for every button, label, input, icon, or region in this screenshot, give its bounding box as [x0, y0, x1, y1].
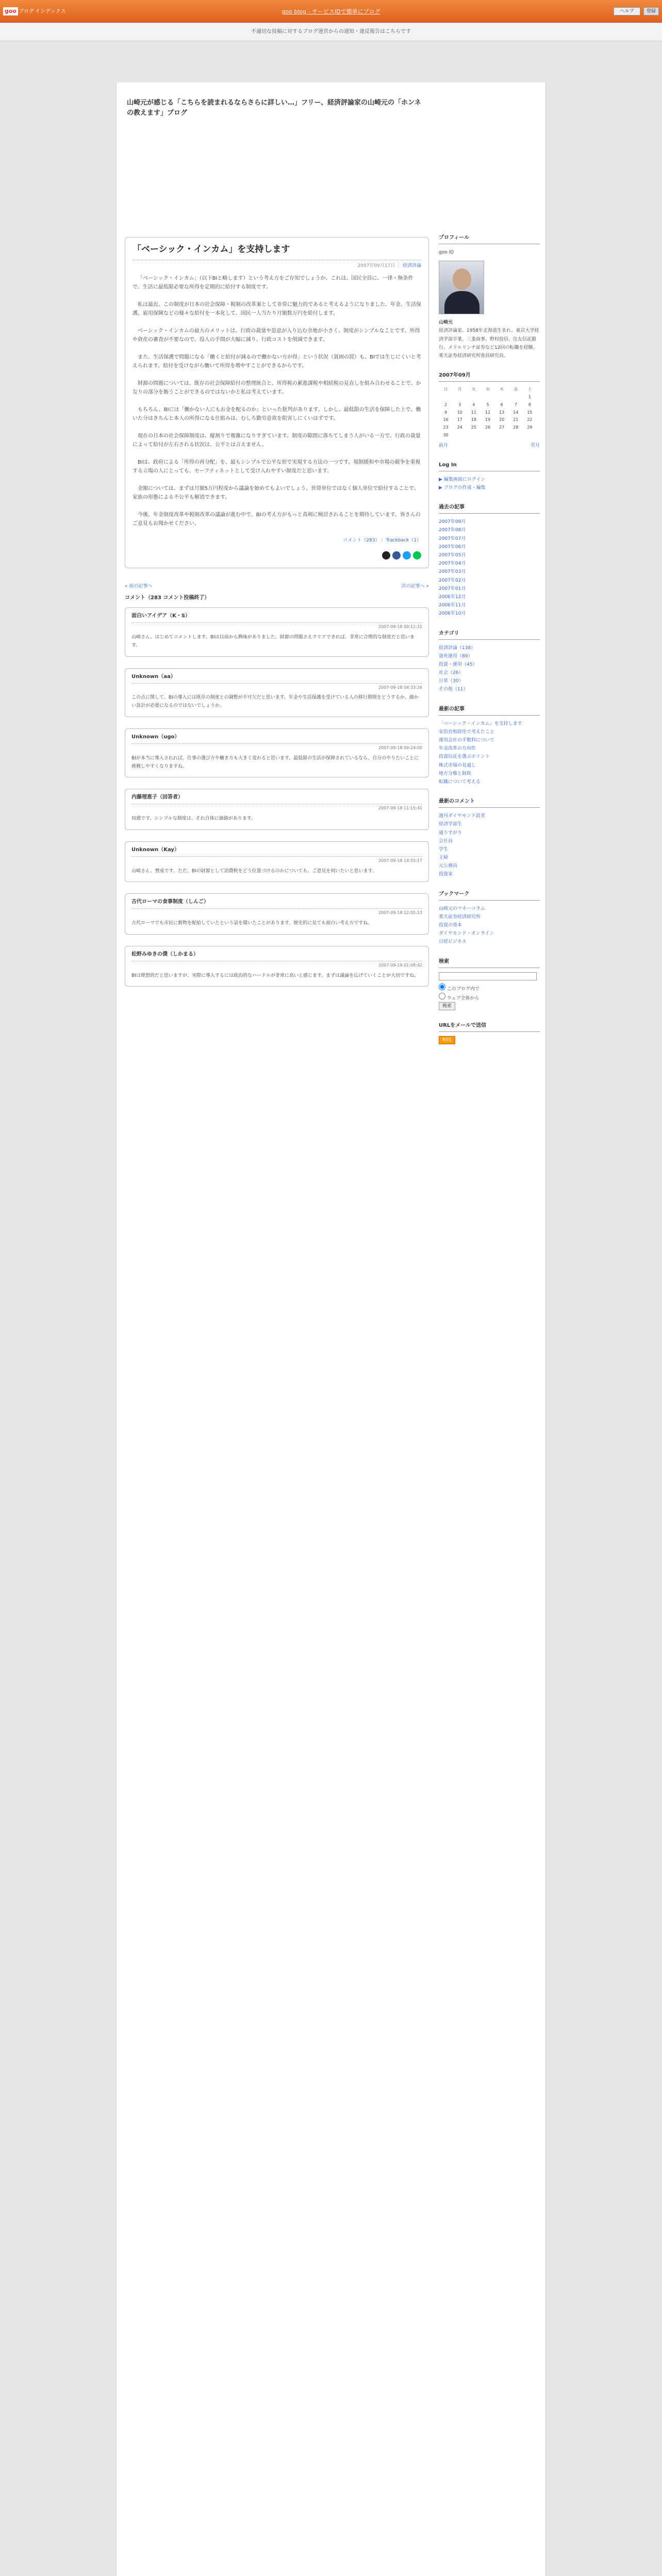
- profile-heading: プロフィール: [439, 234, 540, 244]
- search-option-web: ウェブ全体から: [446, 995, 479, 1001]
- comments-list: [125, 607, 429, 987]
- post-meta: [133, 262, 421, 269]
- archive-link[interactable]: 2006年11月: [439, 603, 466, 608]
- calendar-day[interactable]: 14: [513, 410, 519, 415]
- comment-body: この点に関して、BIの導入には既存の制度との調整が不可欠だと思います。年金や生活保護を受けている人の移行期間をどうするか、細かい設計が必要になるのではないでしょうか。: [131, 695, 419, 709]
- calendar-day[interactable]: 17: [457, 417, 462, 422]
- calendar-day[interactable]: 22: [527, 417, 533, 422]
- goo-logo[interactable]: goo: [3, 7, 18, 15]
- comment-body: 同感です。シンプルな制度は、それ自体に価値があります。: [131, 816, 256, 822]
- calendar-day: [495, 432, 509, 439]
- archive-link[interactable]: 2007年08月: [439, 528, 466, 533]
- post-paragraph: 金額については、まずは月額5万円程度から議論を始めてもよいでしょう。世帯単位ではなく個人単位で給付することで、家族の形態による不公平も解消できます。: [133, 485, 419, 501]
- bookmark-link[interactable]: 投資の基本: [439, 923, 462, 928]
- calendar-day[interactable]: 3: [458, 402, 461, 407]
- post-navigation: [125, 583, 429, 590]
- calendar-weekday: 金: [514, 387, 518, 392]
- calendar-weekday: 土: [527, 387, 532, 392]
- bookmark-link[interactable]: 日経ビジネス: [439, 939, 467, 945]
- meta-sep: ｜: [396, 263, 402, 269]
- category-link[interactable]: 資産運用（89）: [439, 653, 473, 659]
- archive-link[interactable]: 2007年02月: [439, 578, 466, 583]
- bookmarks-list: [439, 905, 540, 946]
- line-share-icon[interactable]: [413, 551, 421, 560]
- category-link[interactable]: 日常（30）: [439, 679, 464, 684]
- comment-body: BIは理想的だと思いますが、実際に導入するには政治的なハードルが非常に高いと感じます。まずは議論を広げていくことが大切ですね。: [131, 973, 419, 978]
- archive-link[interactable]: 2007年06月: [439, 544, 466, 550]
- post-date: 2007年09月17日: [357, 263, 395, 269]
- post-paragraph: もちろん、BIには「働かない人にもお金を配るのか」といった批判があります。しかし、最低限の生活を保障した上で、働いた分はきちんと本人の所得になる仕組みは、むしろ勤労意欲を阻害しにくいはずです。: [133, 406, 421, 422]
- comment-item: [125, 668, 429, 717]
- comment-title: 内藤理恵子（回答者）: [131, 793, 422, 804]
- calendar-day[interactable]: 4: [472, 402, 475, 407]
- post-paragraph: ベーシック・インカムの最大のメリットは、行政の裁量や恣意が入り込む余地が小さく、制度がシンプルなことです。所得や資産の審査が不要なので、役人の手間が大幅に減り、行政コストを削減できます。: [133, 328, 420, 343]
- profile-user[interactable]: goo ID: [439, 250, 454, 255]
- calendar-day: [509, 432, 523, 439]
- comment-body: 古代ローマでも市民に穀物を配給していたという話を聞いたことがあります。歴史的に見ても面白い考え方ですね。: [131, 921, 373, 926]
- next-post-link[interactable]: 次の記事へ »: [401, 583, 429, 589]
- calendar-day[interactable]: 25: [471, 425, 476, 430]
- recent-comment-link[interactable]: 主婦: [439, 855, 449, 861]
- comment-title: 松野みゆきの僕（しかまる）: [131, 951, 422, 961]
- calendar-day[interactable]: 11: [471, 410, 476, 415]
- post-footer-links[interactable]: コメント（283）｜ Trackback（1）: [343, 537, 421, 543]
- comment-date: 2007-09-18 09:24:00: [378, 745, 422, 750]
- share-buttons: [133, 551, 421, 560]
- calendar-day: [467, 432, 481, 439]
- rss-button[interactable]: RSS: [439, 1036, 455, 1044]
- comment-item: [125, 893, 429, 935]
- calendar-day: [523, 432, 537, 439]
- recent-comment-link[interactable]: 元公務員: [439, 863, 458, 869]
- search-option-blog: このブログ内で: [446, 986, 479, 992]
- calendar-day: [481, 432, 494, 439]
- entries-list: [439, 720, 540, 787]
- calendar-weekday: 水: [485, 387, 490, 392]
- search-blog-radio[interactable]: [439, 984, 445, 990]
- blog-post: [125, 237, 429, 568]
- calendar-day[interactable]: 24: [457, 425, 462, 430]
- bookmarks-heading: ブックマーク: [439, 890, 540, 901]
- search-input[interactable]: [439, 972, 537, 980]
- entry-link[interactable]: 「ベーシック・インカム」を支持します: [439, 721, 522, 726]
- calendar-weekday: 木: [500, 387, 504, 392]
- calendar-day: [481, 394, 494, 401]
- entry-link[interactable]: 年金改革の方向性: [439, 746, 476, 752]
- calendar-day: [439, 394, 453, 401]
- calendar: [439, 386, 537, 439]
- bookmark-share-icon[interactable]: [403, 551, 411, 560]
- comment-date: 2007-09-18 00:12:31: [378, 624, 422, 630]
- calendar-day: [453, 394, 467, 401]
- post-paragraph: 「ベーシック・インカム」（以下BIと略します）という考え方をご存知でしょうか。これは、国民全員に、一律・無条件で、生活に最低限必要な所得を定期的に給付する制度です。: [133, 275, 413, 291]
- archive-link[interactable]: 2006年12月: [439, 594, 466, 600]
- post-paragraph: 私は最近、この制度が日本の社会保障・税制の改革案として非常に魅力的であると考えるようになりました。年金、生活保護、雇用保険などの様々な給付を一本化して、国民一人当たり月額数万円を給付します。: [133, 301, 421, 317]
- calendar-day[interactable]: 8: [528, 402, 531, 407]
- calendar-weekday: 月: [457, 387, 462, 392]
- calendar-weekday: 日: [443, 387, 448, 392]
- entry-link[interactable]: 運用会社の手数料について: [439, 738, 494, 743]
- comment-date: 2007-09-18 14:55:17: [378, 858, 422, 863]
- recent-comments-heading: 最新のコメント: [439, 798, 540, 808]
- comment-date: 2007-09-18 22:05:13: [378, 910, 422, 916]
- register-button[interactable]: 登録: [643, 7, 659, 15]
- page-container: [116, 82, 546, 2576]
- category-link[interactable]: 社会（26）: [439, 670, 464, 676]
- calendar-day[interactable]: 12: [485, 410, 491, 415]
- calendar-day[interactable]: 19: [485, 417, 491, 422]
- facebook-share-icon[interactable]: [392, 551, 401, 560]
- recent-comment-link[interactable]: 学生: [439, 846, 449, 852]
- calendar-day: [509, 394, 523, 401]
- sidebar: [439, 234, 540, 1044]
- calendar-day[interactable]: 29: [527, 425, 533, 430]
- comment-item: [125, 946, 429, 987]
- calendar-day[interactable]: 13: [499, 410, 505, 415]
- entry-link[interactable]: 株式市場の見通し: [439, 762, 476, 768]
- calendar-day: [495, 394, 509, 401]
- comment-item: [125, 841, 429, 883]
- entries-heading: 最新の記事: [439, 705, 540, 716]
- index-link[interactable]: インデックス: [35, 9, 66, 14]
- category-link[interactable]: 経済評論（138）: [439, 645, 476, 651]
- profile-photo: [439, 261, 484, 314]
- comment-item: [125, 728, 429, 777]
- comment-title: Unknown（ugo）: [131, 733, 422, 744]
- comment-item: [125, 607, 429, 656]
- calendar-heading: 2007年09月: [439, 371, 540, 382]
- blog-link[interactable]: ブログ: [19, 9, 34, 14]
- calendar-day: [467, 394, 481, 401]
- entry-link[interactable]: 投資信託を選ぶポイント: [439, 754, 490, 760]
- archive-link[interactable]: 2007年09月: [439, 519, 466, 525]
- login-link[interactable]: ▶ 編集画面にログイン: [439, 477, 486, 482]
- archives-list: [439, 518, 540, 618]
- top-promo-link[interactable]: goo blog - サービスIDで簡単にブログ: [282, 8, 380, 15]
- post-paragraph: BIは、政府による「所得の再分配」を、最もシンプルで公平な形で実現する方法の一つです。規制緩和や市場の競争を重視する立場の人にとっても、セーフティネットとして受け入れやすい制度だと思います。: [133, 459, 421, 474]
- comment-title: Unknown（Kay）: [131, 846, 422, 857]
- post-paragraph: また、生活保護で問題になる「働くと給付が減るので働かない方が得」という状況（貧困の罠）も、BIでは生じにくいと考えられます。給付を受けながら働いて所得を増やすことができるからです。: [133, 354, 421, 369]
- comment-title: 面白いアイデア（K・S）: [131, 612, 422, 623]
- post-title: 「ベーシック・インカム」を支持します: [133, 243, 421, 260]
- archives-heading: 過去の記事: [439, 503, 540, 514]
- comment-item: [125, 789, 429, 830]
- calendar-day[interactable]: 15: [527, 410, 533, 415]
- post-paragraph: 現在の日本の社会保障制度は、縦割りで複雑になりすぎています。制度の隙間に落ちてしまう人がいる一方で、行政の裁量によって給付が左右される状況は、公平とは言えません。: [133, 433, 421, 448]
- calendar-day[interactable]: 20: [499, 417, 505, 422]
- search-button[interactable]: 検索: [439, 1002, 455, 1010]
- login-heading: Log In: [439, 461, 540, 471]
- archive-link[interactable]: 2007年01月: [439, 586, 466, 591]
- recent-comment-link[interactable]: 投資家: [439, 872, 453, 877]
- bookmark-link[interactable]: 楽天証券経済研究所: [439, 914, 481, 920]
- entry-link[interactable]: 地方分権と財政: [439, 771, 472, 776]
- calendar-day[interactable]: 23: [443, 425, 449, 430]
- category-link[interactable]: 投資・運用（45）: [439, 662, 477, 667]
- comment-title: 古代ローマの食事制度（しんご）: [131, 898, 422, 909]
- blog-title[interactable]: 山崎元が感じる「こちらを読まれるならさらに詳しい…」フリー、経済評論家の山崎元の「ホンネの教えます」ブログ: [127, 99, 421, 117]
- notice-bar[interactable]: 不適切な投稿に対するブログ運営からの通知・違反報告はこちらです: [0, 23, 662, 41]
- help-button[interactable]: ヘルプ: [614, 7, 640, 15]
- profile-text: 経済評論家。1958年北海道生まれ。東京大学経済学部卒業。三菱商事、野村投信、住友信託銀行、メリルリンチ証券など12回の転職を経験。楽天証券経済研究所客員研究員。: [439, 328, 539, 359]
- archive-link[interactable]: 2007年05月: [439, 553, 466, 558]
- top-bar: [0, 0, 662, 23]
- login-link[interactable]: ▶ ブログの作成・編集: [439, 485, 486, 491]
- recent-comments-list: [439, 812, 540, 879]
- calendar-day[interactable]: 28: [513, 425, 519, 430]
- post-category-link[interactable]: 経済評論: [402, 263, 421, 269]
- prev-post-link[interactable]: « 前の記事へ: [125, 583, 153, 589]
- comment-date: 2007-09-18 11:15:41: [378, 806, 422, 811]
- calendar-day[interactable]: 6: [500, 402, 503, 407]
- archive-link[interactable]: 2006年10月: [439, 611, 466, 617]
- bookmark-link[interactable]: 山崎元のマネーコラム: [439, 906, 485, 911]
- calendar-weekday: 火: [471, 387, 476, 392]
- post-body: [133, 274, 421, 529]
- comment-body: 山崎さん、はじめてコメントします。BIは以前から興味がありました。財源の問題さえクリアできれば、非常に合理的な制度だと思います。: [131, 635, 415, 648]
- calendar-day[interactable]: 18: [471, 417, 476, 422]
- calendar-day[interactable]: 10: [457, 410, 462, 415]
- bookmark-link[interactable]: ダイヤモンド・オンライン: [439, 931, 494, 937]
- calendar-day[interactable]: 1: [528, 394, 531, 399]
- comment-title: Unknown（aa）: [131, 673, 422, 684]
- calendar-day: [453, 432, 467, 439]
- mail-url-heading: URLをメールで送信: [439, 1022, 540, 1032]
- calendar-day[interactable]: 7: [514, 402, 517, 407]
- calendar-day[interactable]: 5: [486, 402, 489, 407]
- calendar-day[interactable]: 21: [513, 417, 519, 422]
- comment-date: 2007-09-18 04:33:26: [378, 685, 422, 690]
- recent-comment-link[interactable]: 週刊ダイヤモンド読者: [439, 814, 485, 819]
- search-heading: 検索: [439, 958, 540, 968]
- comment-date: 2007-09-19 01:08:42: [378, 962, 422, 968]
- calendar-day[interactable]: 26: [485, 425, 491, 430]
- entry-link[interactable]: 転職について考える: [439, 779, 481, 785]
- comment-body: 山崎さん、賛成です。ただ、BIの財源として消費税をどう位置づけるのかについても、ご意見を伺いたいと思います。: [131, 868, 377, 874]
- calendar-day[interactable]: 9: [444, 410, 448, 415]
- main-column: [125, 237, 429, 998]
- comment-body: BIが本当に導入されれば、仕事の選び方や働き方も大きく変わると思います。最低限の生活が保障されているなら、自分のやりたいことに挑戦しやすくなりますね。: [131, 755, 419, 769]
- calendar-day[interactable]: 27: [499, 425, 505, 430]
- calendar-next-link[interactable]: 翌月: [530, 443, 540, 448]
- entry-link[interactable]: 安倍首相辞任で考えたこと: [439, 729, 495, 735]
- archive-link[interactable]: 2007年04月: [439, 561, 466, 567]
- calendar-day[interactable]: 30: [443, 432, 449, 437]
- calendar-day[interactable]: 16: [443, 417, 449, 422]
- calendar-day[interactable]: 2: [444, 402, 448, 407]
- profile-name: 山崎元: [439, 320, 453, 326]
- x-share-icon[interactable]: [382, 551, 390, 560]
- comments-header: コメント（283 コメント投稿終了）: [125, 595, 210, 601]
- categories-heading: カテゴリ: [439, 630, 540, 640]
- archive-link[interactable]: 2007年03月: [439, 569, 466, 575]
- login-links: [439, 476, 540, 492]
- search-web-radio[interactable]: [439, 993, 445, 999]
- post-paragraph: 今後、年金制度改革や税制改革の議論が進む中で、BIの考え方がもっと真剣に検討されることを期待しています。皆さんのご意見もお聞かせください。: [133, 512, 421, 527]
- archive-link[interactable]: 2007年07月: [439, 536, 466, 541]
- categories-list: [439, 644, 540, 694]
- recent-comment-link[interactable]: 経済学部生: [439, 822, 462, 827]
- recent-comment-link[interactable]: 通りすがり: [439, 830, 462, 836]
- calendar-prev-link[interactable]: 前月: [439, 443, 449, 448]
- recent-comment-link[interactable]: 会社員: [439, 838, 453, 844]
- category-link[interactable]: その他（11）: [439, 687, 468, 692]
- post-paragraph: 財源の問題については、既存の社会保障給付の整理統合と、所得税の累進課税や相続税の見直しを組み合わせることで、かなりの部分を賄うことができるのではないかと私は考えています。: [133, 380, 421, 396]
